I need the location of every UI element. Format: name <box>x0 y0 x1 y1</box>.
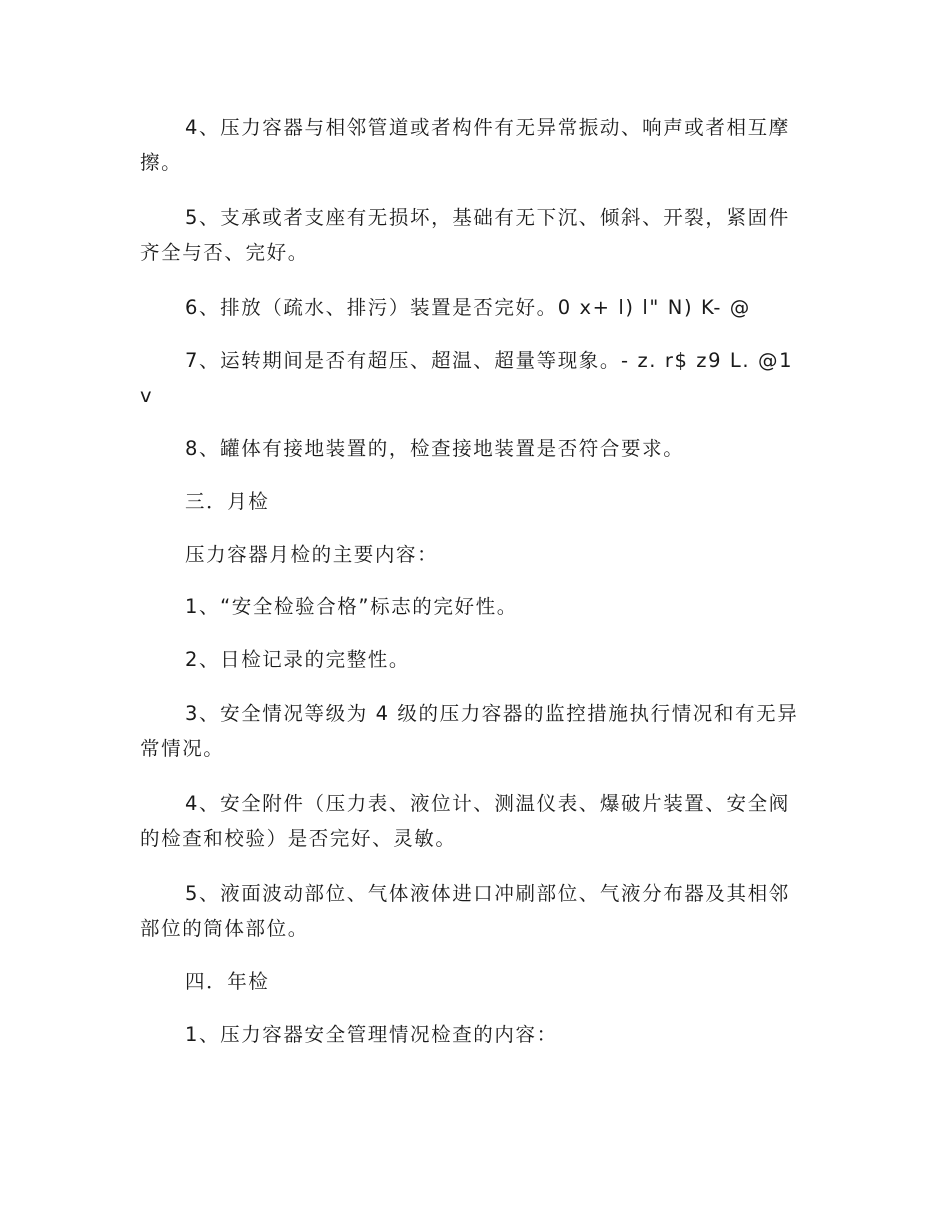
section-heading-monthly: 三．月检 <box>185 490 270 513</box>
paragraph-monthly-5: 5、液面波动部位、气体液体进口冲刷部位、气液分布器及其相邻部位的筒体部位。 <box>140 882 790 940</box>
paragraph-daily-check-5: 5、支承或者支座有无损坏，基础有无下沉、倾斜、开裂，紧固件齐全与否、完好。 <box>140 206 790 264</box>
paragraph-daily-check-8: 8、罐体有接地装置的，检查接地装置是否符合要求。 <box>185 437 685 460</box>
paragraph-daily-check-7: 7、运转期间是否有超压、超温、超量等现象。- z. r$ z9 L. @1 v <box>140 349 794 407</box>
paragraph-daily-check-4: 4、压力容器与相邻管道或者构件有无异常振动、响声或者相互摩擦。 <box>140 116 790 174</box>
paragraph-monthly-intro: 压力容器月检的主要内容： <box>185 543 439 566</box>
paragraph-monthly-1: 1、“安全检验合格”标志的完好性。 <box>185 595 518 618</box>
section-heading-annual: 四．年检 <box>185 970 270 993</box>
paragraph-annual-1: 1、压力容器安全管理情况检查的内容： <box>185 1023 558 1046</box>
paragraph-monthly-4: 4、安全附件（压力表、液位计、测温仪表、爆破片装置、安全阀的检查和校验）是否完好、灵敏。 <box>140 792 790 850</box>
paragraph-monthly-2: 2、日检记录的完整性。 <box>185 648 411 671</box>
paragraph-daily-check-6: 6、排放（疏水、排污）装置是否完好。0 x+ l) l" N) K- @ <box>185 296 751 319</box>
paragraph-monthly-3: 3、安全情况等级为 4 级的压力容器的监控措施执行情况和有无异常情况。 <box>140 702 799 760</box>
